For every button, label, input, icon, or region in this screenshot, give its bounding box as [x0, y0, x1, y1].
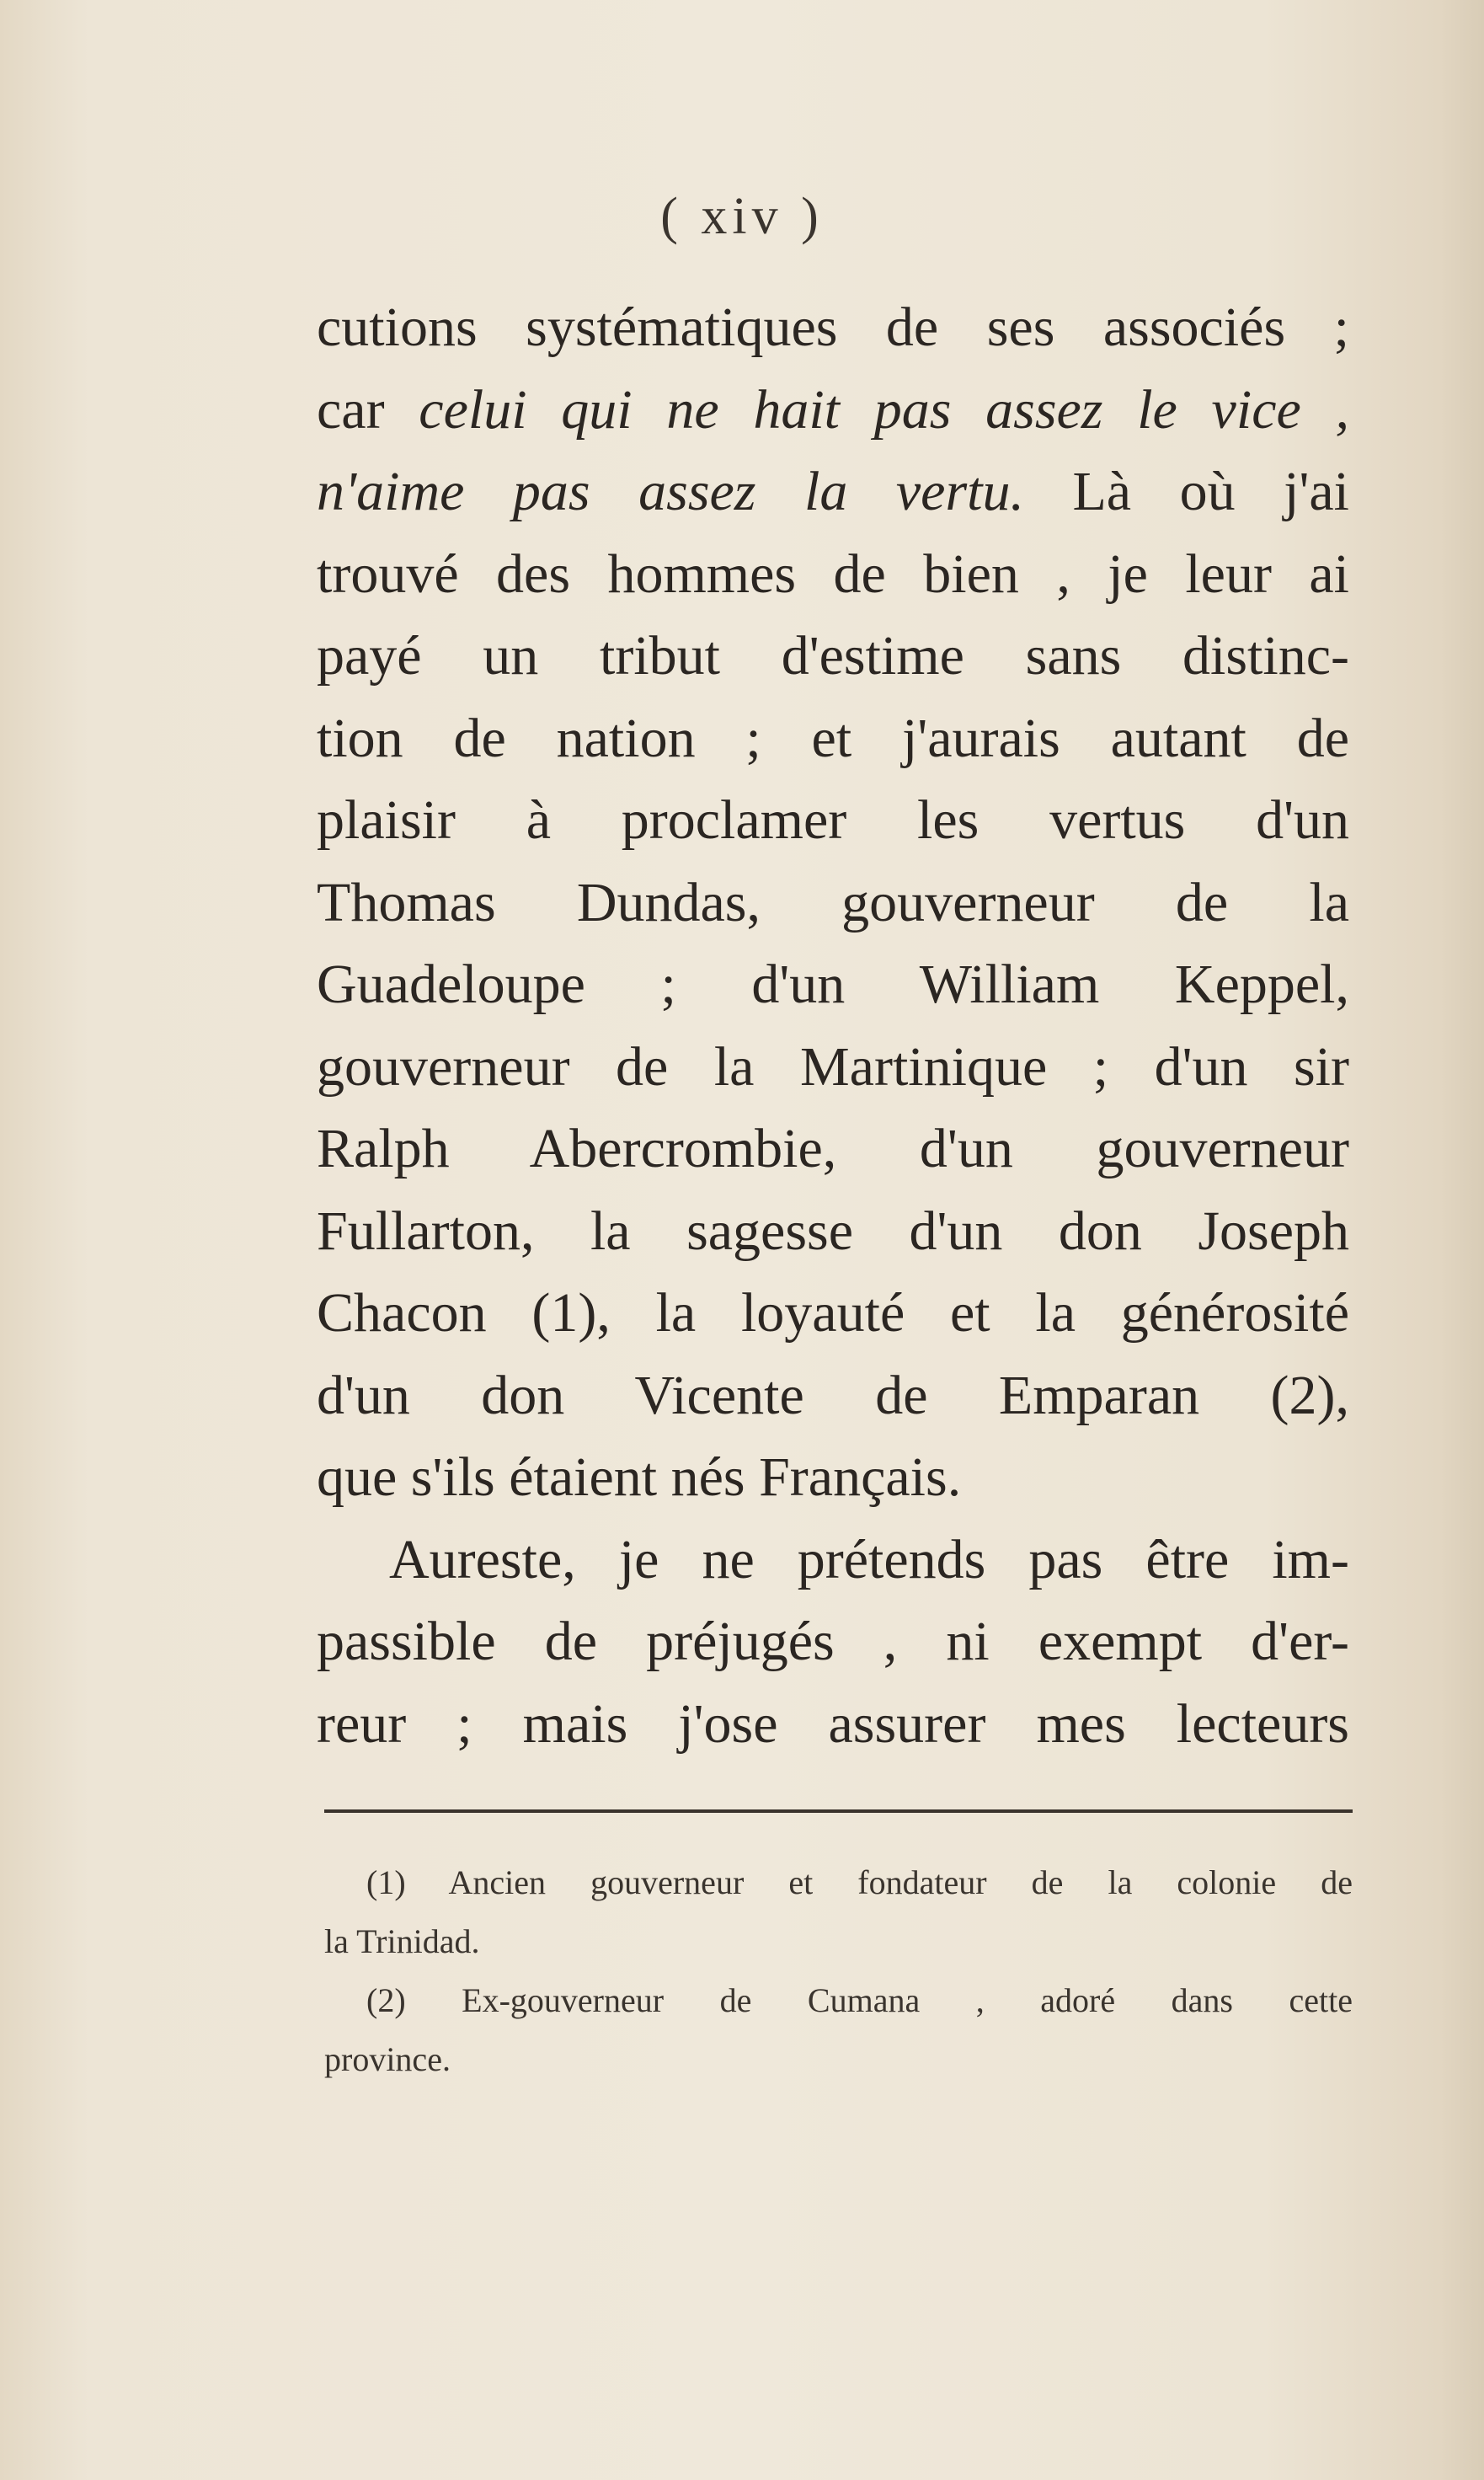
- text-segment: Ralph Abercrombie, d'un gouverneur: [317, 1118, 1349, 1179]
- footnote-divider: [324, 1809, 1353, 1813]
- text-segment: Là où j'ai: [1023, 461, 1349, 522]
- body-text: [317, 286, 1349, 1765]
- text-segment: car: [317, 378, 419, 441]
- text-segment: plaisir à proclamer les vertus d'un: [317, 789, 1349, 851]
- footnote-1-line-2: la Trinidad.: [324, 1922, 480, 1960]
- footnote-2-line-1: (2) Ex-gouverneur de Cumana , adoré dans cette: [366, 1981, 1353, 2019]
- body-line: [317, 1026, 1349, 1109]
- body-line: [317, 1190, 1349, 1273]
- body-line: [317, 1272, 1349, 1355]
- body-line: [317, 533, 1349, 616]
- body-line: [317, 698, 1349, 780]
- body-line: [317, 1355, 1349, 1437]
- text-segment: Chacon (1), la loyauté et la générosité: [317, 1282, 1349, 1344]
- text-segment: Thomas Dundas, gouverneur de la: [317, 871, 1349, 933]
- body-line: [317, 451, 1349, 533]
- body-line: [317, 1436, 1349, 1519]
- text-segment: gouverneur de la Martinique ; d'un sir: [317, 1035, 1349, 1098]
- text-segment: payé un tribut d'estime sans distinc-: [317, 625, 1349, 687]
- body-line: [317, 943, 1349, 1026]
- text-segment: Aureste, je ne prétends pas être im-: [389, 1528, 1349, 1590]
- text-segment: passible de préjugés , ni exempt d'er-: [317, 1611, 1349, 1672]
- body-line: [317, 1519, 1349, 1601]
- text-segment: trouvé des hommes de bien , je leur ai: [317, 542, 1349, 605]
- footnote-2-line-2: province.: [324, 2040, 451, 2078]
- text-segment: Fullarton, la sagesse d'un don Joseph: [317, 1200, 1349, 1262]
- body-line: [317, 862, 1349, 944]
- page-number: ( xiv ): [660, 188, 824, 245]
- text-segment: cutions systématiques de ses associés ;: [317, 297, 1349, 358]
- text-segment: reur ; mais j'ose assurer mes lecteurs: [317, 1692, 1349, 1755]
- italic-text: n'aime pas assez la vertu.: [317, 461, 1024, 522]
- body-line: [317, 779, 1349, 862]
- text-segment: d'un don Vicente de Emparan (2),: [317, 1364, 1349, 1426]
- footnotes: [324, 1853, 1353, 2089]
- body-line: [317, 615, 1349, 698]
- footnote-1-line-1: (1) Ancien gouverneur et fondateur de la colonie de: [366, 1863, 1353, 1901]
- body-line: [317, 286, 1349, 369]
- italic-text: celui qui ne hait pas assez le vice ,: [419, 378, 1349, 441]
- text-segment: tion de nation ; et j'aurais autant de: [317, 707, 1349, 769]
- body-line: [317, 369, 1349, 452]
- text-segment: que s'ils étaient nés Français.: [317, 1446, 962, 1508]
- text-segment: Guadeloupe ; d'un William Keppel,: [317, 954, 1349, 1015]
- body-line: [317, 1108, 1349, 1190]
- body-line: [317, 1683, 1349, 1766]
- body-line: [317, 1601, 1349, 1683]
